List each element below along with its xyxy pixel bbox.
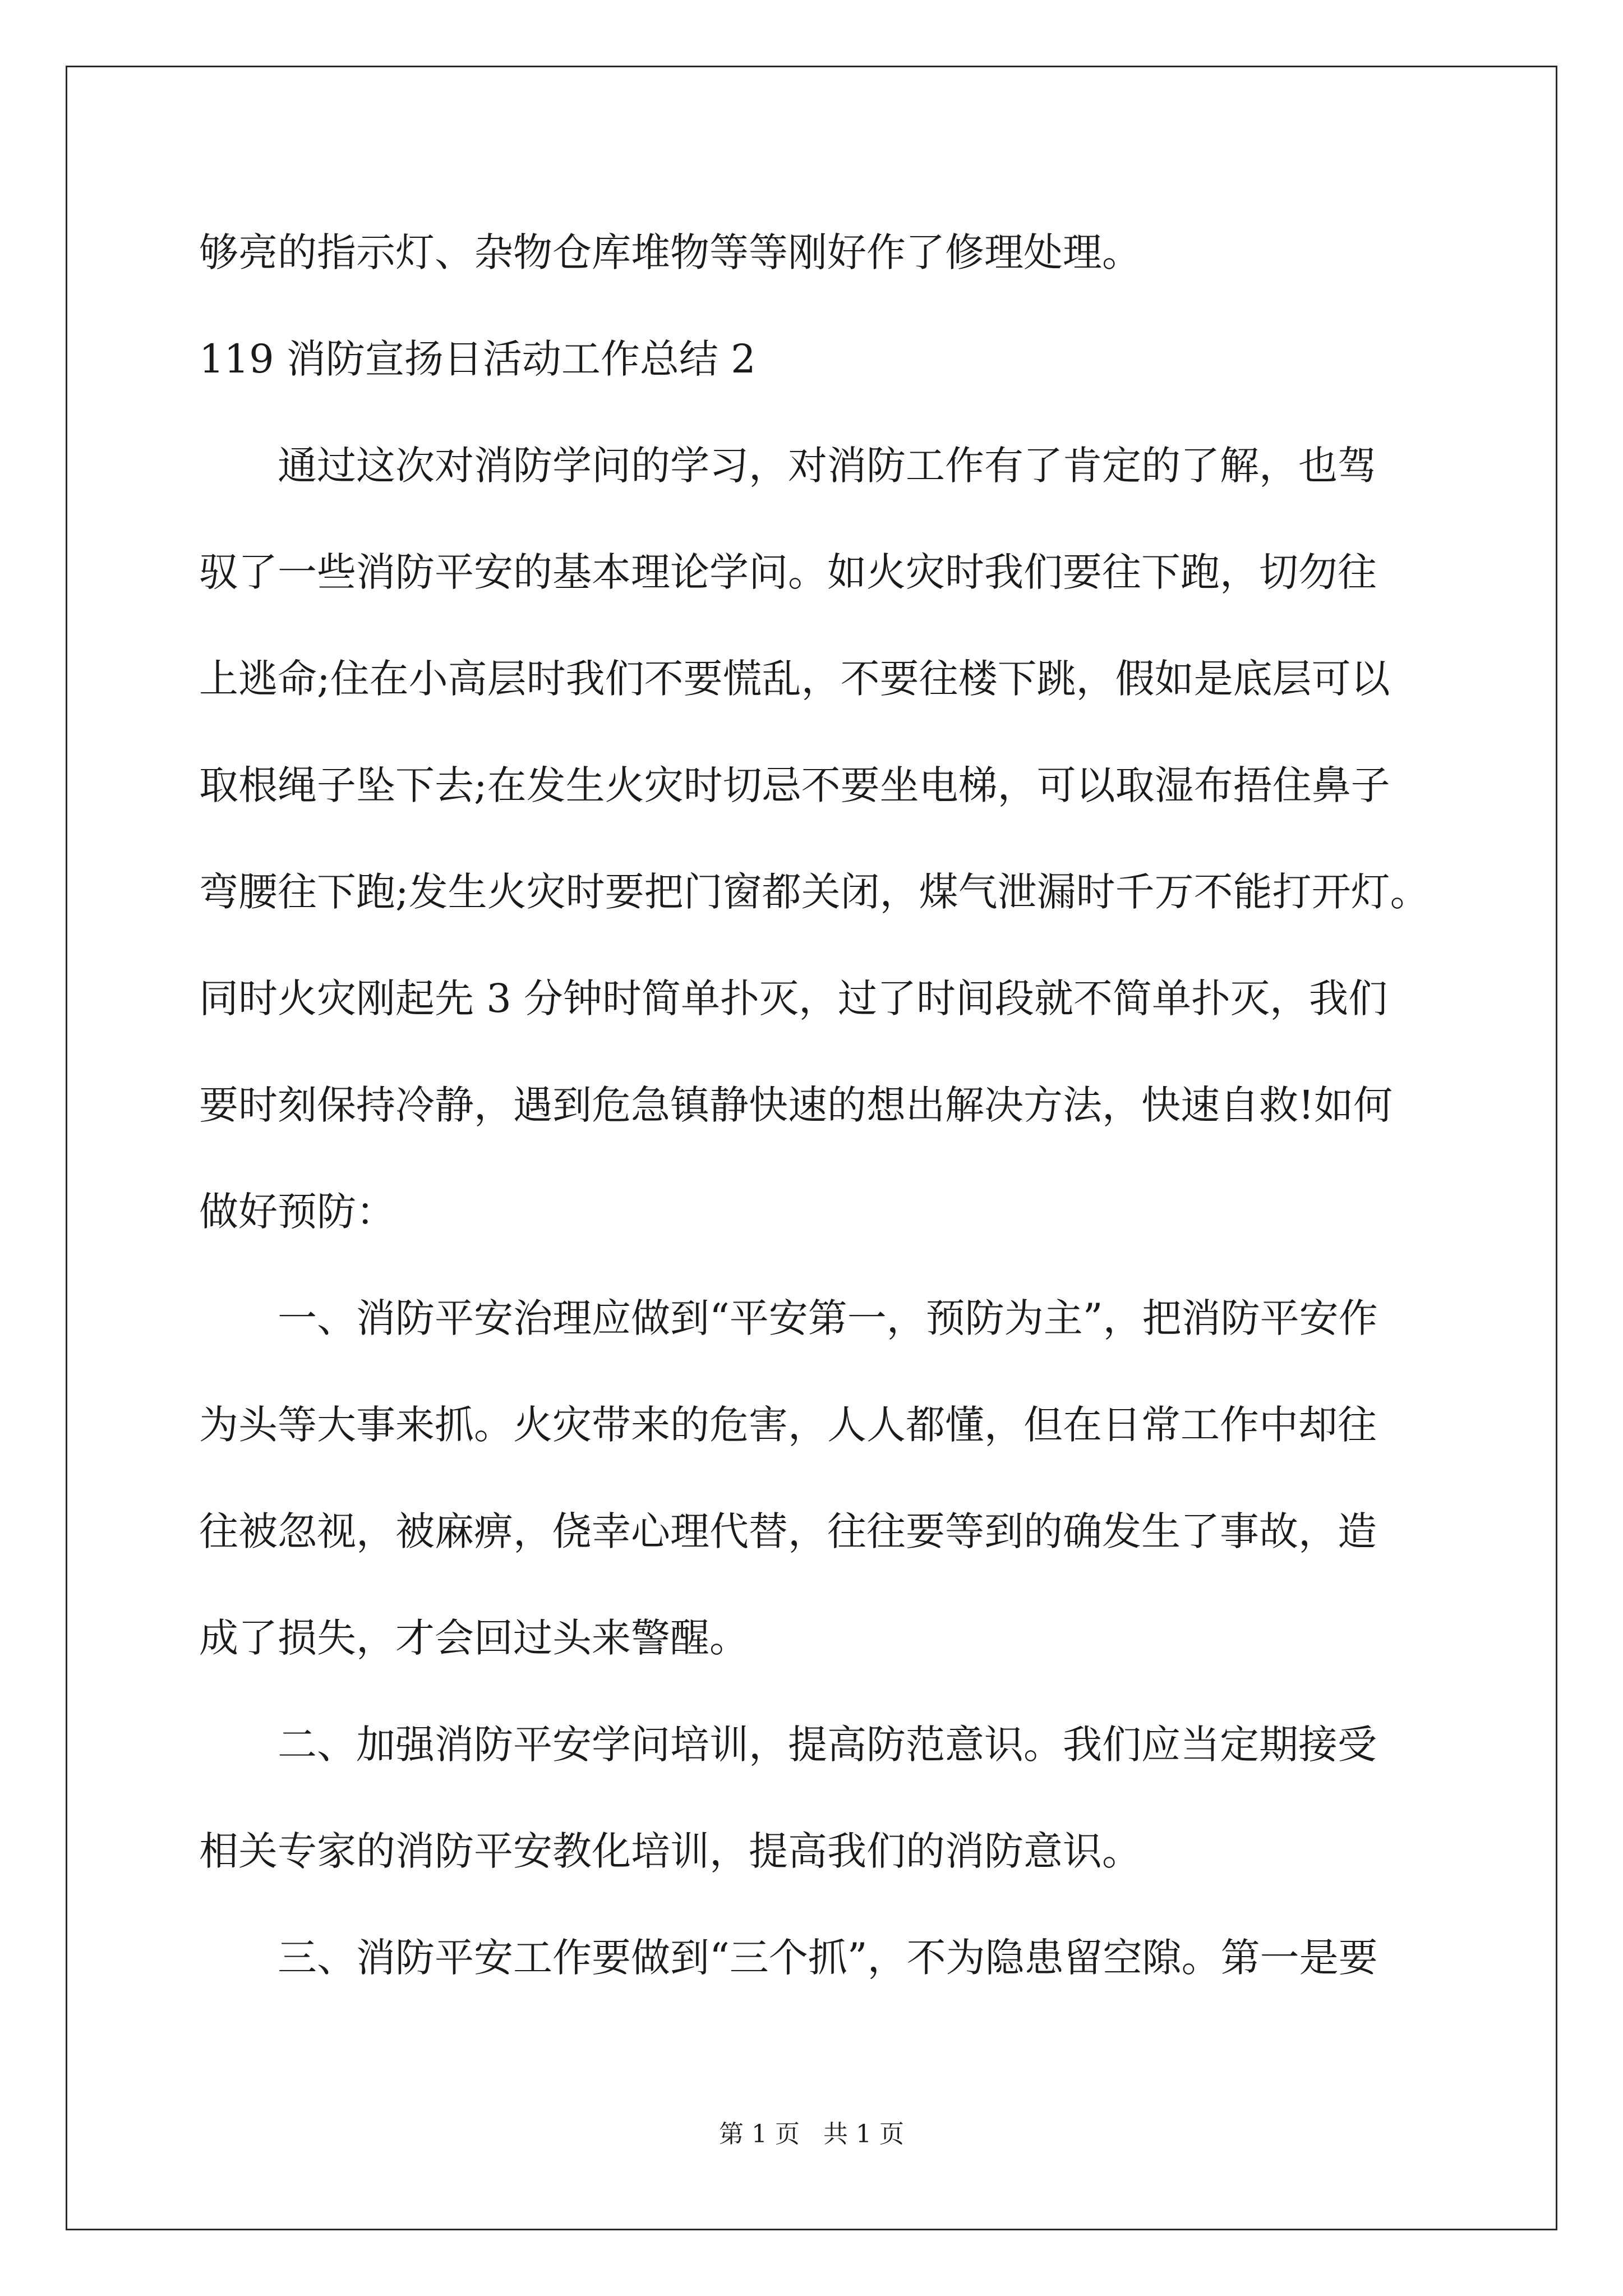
text-line: 要时刻保持冷静，遇到危急镇静快速的想出解决方法，快速自救!如何 [199,1082,1393,1128]
section-heading: 119 消防宣扬日活动工作总结 2 [199,336,756,382]
text-line: 做好预防： [199,1189,395,1235]
text-line: 通过这次对消防学问的学习，对消防工作有了肯定的了解，也驾 [278,443,1377,489]
page-number-footer: 第 1 页 共 1 页 [719,2120,904,2148]
text-line: 三、消防平安工作要做到“三个抓”，不为隐患留空隙。第一是要 [278,1935,1378,1981]
page-border [66,66,1557,2230]
text-line: 成了损失，才会回过头来警醒。 [199,1615,749,1661]
text-line: 上逃命;住在小高层时我们不要慌乱，不要往楼下跳，假如是底层可以 [199,656,1390,702]
text-line: 往被忽视，被麻痹，侥幸心理代替，往往要等到的确发生了事故，造 [199,1508,1377,1554]
text-line: 弯腰往下跑;发生火灾时要把门窗都关闭，煤气泄漏时千万不能打开灯。 [199,869,1430,915]
text-line: 驭了一些消防平安的基本理论学问。如火灾时我们要往下跑，切勿往 [199,549,1377,595]
text-line: 一、消防平安治理应做到“平安第一，预防为主”，把消防平安作 [278,1295,1378,1341]
text-line: 取根绳子坠下去;在发生火灾时切忌不要坐电梯，可以取湿布捂住鼻子 [199,762,1390,808]
text-line: 二、加强消防平安学问培训，提高防范意识。我们应当定期接受 [278,1722,1377,1768]
text-line: 为头等大事来抓。火灾带来的危害，人人都懂，但在日常工作中却往 [199,1402,1377,1448]
text-line: 相关专家的消防平安教化培训，提高我们的消防意识。 [199,1828,1141,1874]
text-line: 同时火灾刚起先 3 分钟时简单扑灭，过了时间段就不简单扑灭，我们 [199,976,1388,1022]
text-line: 够亮的指示灯、杂物仓库堆物等等刚好作了修理处理。 [199,229,1141,275]
